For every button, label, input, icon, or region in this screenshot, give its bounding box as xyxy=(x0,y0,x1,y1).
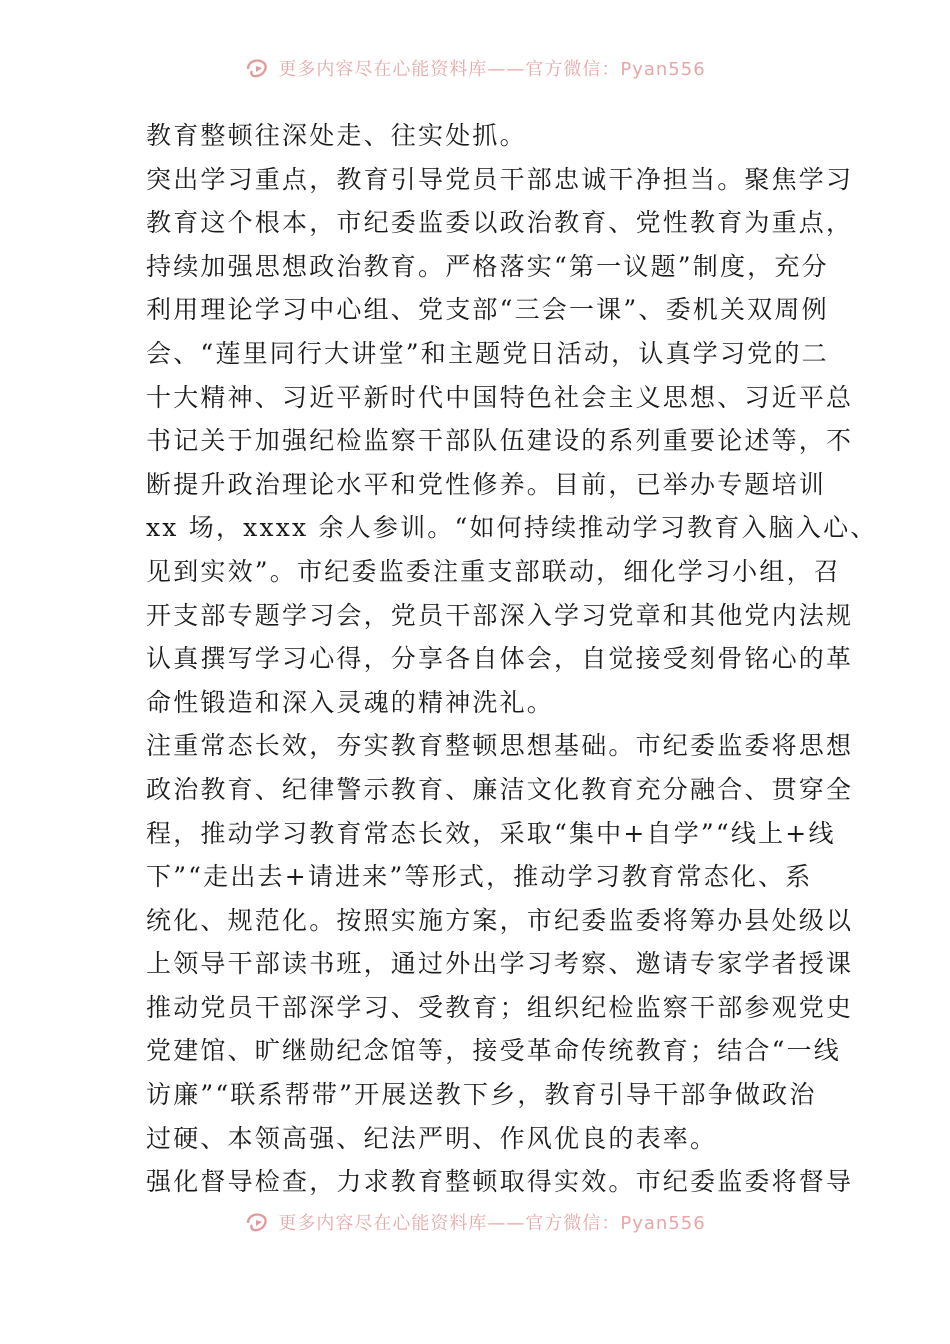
text-line: 利用理论学习中心组、党支部“三会一课”、委机关双周例 xyxy=(146,295,829,325)
text-line: 持续加强思想政治教育。严格落实“第一议题”制度，充分 xyxy=(146,251,829,281)
text-line: 断提升政治理论水平和党性修养。目前，已举办专题培训 xyxy=(146,469,827,499)
text-line: 教育这个根本，市纪委监委以政治教育、党性教育为重点， xyxy=(146,208,854,238)
text-line: 开支部专题学习会，党员干部深入学习党章和其他党内法规 xyxy=(146,600,854,630)
document-body xyxy=(146,114,878,1204)
header-watermark xyxy=(0,48,950,88)
text-line: 书记关于加强纪检监察干部队伍建设的系列重要论述等，不 xyxy=(146,426,854,456)
watermark-text: 更多内容尽在心能资料库——官方微信：Pyan556 xyxy=(278,1213,706,1234)
text-line: 统化、规范化。按照实施方案，市纪委监委将筹办县处级以 xyxy=(146,905,854,935)
text-line: 教育整顿往深处走、往实处抓。 xyxy=(146,121,527,150)
text-line: 过硬、本领高强、纪法严明、作风优良的表率。 xyxy=(146,1123,718,1153)
watermark-logo-icon xyxy=(244,55,270,81)
text-line: 十大精神、习近平新时代中国特色社会主义思想、习近平总 xyxy=(146,382,854,412)
text-line: 认真撰写学习心得，分享各自体会，自觉接受刻骨铭心的革 xyxy=(146,644,854,674)
text-line: 程，推动学习教育常态长效，采取“集中+自学”“线上+线 xyxy=(146,818,836,848)
text-line: 下”“走出去+请进来”等形式，推动学习教育常态化、系 xyxy=(146,862,813,892)
text-line: 突出学习重点，教育引导党员干部忠诚干净担当。聚焦学习 xyxy=(146,164,854,194)
text-line: 命性锻造和深入灵魂的精神洗礼。 xyxy=(146,687,555,717)
text-line: 政治教育、纪律警示教育、廉洁文化教育充分融合、贯穿全 xyxy=(146,774,854,804)
text-line: 访廉”“联系帮带”开展送教下乡，教育引导干部争做政治 xyxy=(146,1080,817,1110)
watermark-logo-icon xyxy=(244,1209,270,1235)
footer-watermark xyxy=(0,1202,950,1242)
text-line: 见到实效”。市纪委监委注重支部联动，细化学习小组，召 xyxy=(146,556,841,586)
text-line: 推动党员干部深学习、受教育；组织纪检监察干部参观党史 xyxy=(146,992,854,1022)
text-line: xx 场，xxxx 余人参训。“如何持续推动学习教育入脑入心、 xyxy=(146,513,878,543)
text-line: 强化督导检查，力求教育整顿取得实效。市纪委监委将督导 xyxy=(146,1167,854,1197)
text-line: 注重常态长效，夯实教育整顿思想基础。市纪委监委将思想 xyxy=(146,731,854,761)
text-line: 上领导干部读书班，通过外出学习考察、邀请专家学者授课 xyxy=(146,949,854,979)
text-line: 会、“莲里同行大讲堂”和主题党日活动，认真学习党的二 xyxy=(146,338,829,368)
watermark-text: 更多内容尽在心能资料库——官方微信：Pyan556 xyxy=(278,59,706,80)
text-line: 党建馆、旷继勋纪念馆等，接受革命传统教育；结合“一线 xyxy=(146,1036,841,1066)
